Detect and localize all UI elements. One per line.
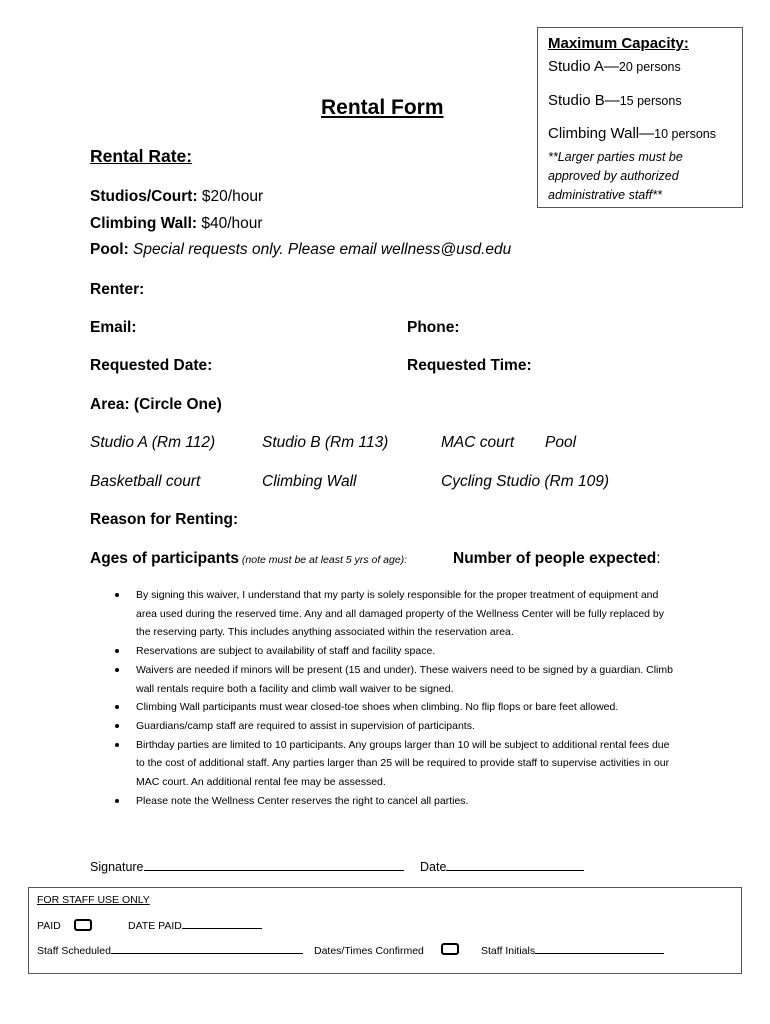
list-item: Waivers are needed if minors will be present (15 and under). These waivers need to be signed by a guardian. Climb wall rentals require both a facility and climb wall waiver to be signed. <box>110 661 680 698</box>
paid-label: PAID <box>37 920 61 932</box>
renter-label: Renter: <box>90 281 145 298</box>
rate-climbing-wall: Climbing Wall: $40/hour <box>90 215 263 232</box>
area-option[interactable]: Studio A (Rm 112) <box>90 434 216 451</box>
list-item: By signing this waiver, I understand that my party is solely responsible for the proper treatment of equipment and area used during the reserved time. Any and all damaged property of the Wellness Center will be fully replaced by the reserving party. This includes anything associated within the reservation area. <box>110 586 680 642</box>
dates-confirmed-checkbox[interactable] <box>441 943 459 955</box>
staff-initials-field[interactable]: Staff Initials <box>481 945 664 957</box>
date-field[interactable]: Date <box>420 860 584 874</box>
date-paid-field[interactable]: DATE PAID <box>128 920 262 932</box>
paid-checkbox[interactable] <box>74 919 92 931</box>
area-option[interactable]: Studio B (Rm 113) <box>262 434 389 451</box>
area-option[interactable]: Climbing Wall <box>262 473 357 490</box>
area-option[interactable]: Basketball court <box>90 473 201 490</box>
date-line[interactable] <box>446 870 584 871</box>
date-paid-line[interactable] <box>182 928 262 929</box>
staff-scheduled-field[interactable]: Staff Scheduled <box>37 945 303 957</box>
staff-scheduled-line[interactable] <box>111 953 303 954</box>
area-option[interactable]: MAC court <box>441 434 515 451</box>
people-expected-label: Number of people expected: <box>453 550 661 567</box>
signature-line[interactable] <box>144 870 404 871</box>
capacity-title: Maximum Capacity: <box>548 35 689 52</box>
signature-field[interactable]: Signature <box>90 860 404 874</box>
rate-pool: Pool: Special requests only. Please email wellness@usd.edu <box>90 241 512 258</box>
rental-rate-heading: Rental Rate: <box>90 146 193 166</box>
requested-date-label: Requested Date: <box>90 357 213 374</box>
ages-label: Ages of participants (note must be at least 5 yrs of age): <box>90 550 408 567</box>
email-label: Email: <box>90 319 137 336</box>
area-heading: Area: (Circle One) <box>90 396 222 413</box>
capacity-studio-a: Studio A—20 persons <box>548 58 681 75</box>
rate-studios-court: Studios/Court: $20/hour <box>90 188 264 205</box>
staff-use-heading: FOR STAFF USE ONLY <box>37 894 150 906</box>
capacity-note: **Larger parties must be approved by authorized administrative staff** <box>548 150 683 202</box>
dates-confirmed-label: Dates/Times Confirmed <box>314 945 424 957</box>
area-option[interactable]: Cycling Studio (Rm 109) <box>441 473 609 490</box>
list-item: Birthday parties are limited to 10 participants. Any groups larger than 10 will be subject to additional rental fees due to the cost of additional staff. Any parties larger than 25 will be required to provide staff to supervise activities in our MAC court. An additional rental fee may be assessed. <box>110 736 680 792</box>
list-item: Reservations are subject to availability of staff and facility space. <box>110 642 680 661</box>
list-item: Climbing Wall participants must wear closed-toe shoes when climbing. No flip flops or bare feet allowed. <box>110 698 680 717</box>
capacity-climbing-wall: Climbing Wall—10 persons <box>548 125 716 142</box>
rules-list <box>110 586 680 810</box>
list-item: Guardians/camp staff are required to assist in supervision of participants. <box>110 717 680 736</box>
phone-label: Phone: <box>407 319 460 336</box>
list-item: Please note the Wellness Center reserves the right to cancel all parties. <box>110 792 680 811</box>
page-title: Rental Form <box>321 96 444 119</box>
staff-initials-line[interactable] <box>535 953 664 954</box>
capacity-studio-b: Studio B—15 persons <box>548 92 682 109</box>
requested-time-label: Requested Time: <box>407 357 532 374</box>
area-option[interactable]: Pool <box>545 434 577 451</box>
reason-label: Reason for Renting: <box>90 511 239 528</box>
